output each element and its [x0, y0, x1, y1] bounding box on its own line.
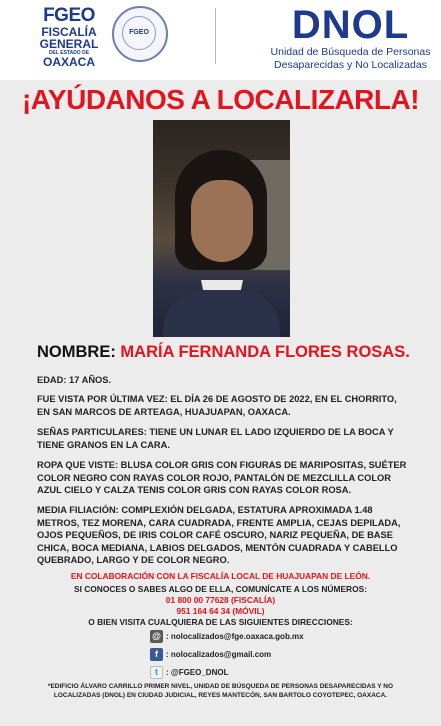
- description-text: MEDIA FILIACIÓN: COMPLEXIÓN DELGADA, ESTATURA APROXIMADA 1.48 METROS, TEZ MORENA, CARA CUADRADA, FRENTE AMPLIA, CEJAS DEPILADA, OJOS PEQUEÑOS, DE IRIS COLOR CAFÉ OSCURO, NARIZ PEQUEÑA, DE BASE CHICA, BOCA MEDIANA, LABIOS DELGADOS, MENTÓN CUADRADA Y CABELLO QUEBRADO, LARGO Y DE COLOR NEGRO.: [37, 505, 401, 565]
- last-seen-text: FUE VISTA POR ÚLTIMA VEZ: EL DÍA 26 DE AGOSTO DE 2022, EN EL CHORRITO, EN SAN MARCOS DE ARTEAGA, HUAJUAPAN, OAXACA.: [37, 394, 397, 417]
- twitter-row[interactable]: [150, 666, 228, 680]
- dnol-logo: [258, 4, 441, 72]
- email-icon: @: [150, 630, 163, 643]
- collab-text: EN COLABORACIÓN CON LA FISCALÍA LOCAL DE HUAJUAPAN DE LEÓN.: [70, 571, 371, 581]
- missing-person-photo: [153, 120, 290, 337]
- headline: ¡AYÚDANOS A LOCALIZARLA!: [21, 84, 420, 115]
- visit-text: O BIEN VISITA CUALQUIERA DE LAS SIGUIENTES DIRECCIONES:: [88, 617, 353, 627]
- email-row-2[interactable]: [150, 648, 271, 662]
- dnol-title: DNOL: [291, 3, 410, 47]
- header-divider: [215, 8, 216, 64]
- fgeo-line4: OAXACA: [42, 55, 95, 69]
- email-2[interactable]: : nolocalizados@gmail.com: [166, 650, 272, 659]
- dnol-subtitle-2: Desaparecidas y No Localizadas: [274, 59, 427, 71]
- person-name: [37, 343, 410, 362]
- header: [0, 0, 441, 80]
- fgeo-line3: DEL ESTADO DE: [48, 50, 90, 56]
- twitter-icon: t: [150, 666, 163, 679]
- fgeo-logo: [36, 6, 102, 68]
- fgeo-line1: FISCALÍA: [41, 25, 97, 39]
- twitter-handle[interactable]: : @FGEO_DNOL: [166, 668, 229, 677]
- clothes-text: ROPA QUE VISTE: BLUSA COLOR GRIS CON FIGURAS DE MARIPOSITAS, SUÉTER COLOR NEGRO CON RAYAS COLOR ROJO, PANTALÓN DE MEZCLILLA COLOR AZUL CIELO Y CALZA TENIS COLOR GRIS CON RAYAS COLOR ROSA.: [37, 460, 407, 495]
- email-row-1[interactable]: [150, 630, 304, 644]
- phone-1[interactable]: 01 800 00 77628 (FISCALÍA): [165, 595, 276, 605]
- marks-text: SEÑAS PARTICULARES: TIENE UN LUNAR EL LADO IZQUIERDO DE LA BOCA Y TIENE GRANOS EN LA CARA.: [37, 427, 394, 450]
- facebook-icon: f: [150, 648, 163, 661]
- phone-2[interactable]: 951 164 64 34 (MÓVIL): [176, 606, 265, 616]
- seal-icon: [112, 6, 168, 62]
- name-value: MARÍA FERNANDA FLORES ROSAS.: [120, 343, 410, 361]
- fgeo-logo-text: FGEO: [43, 5, 95, 26]
- fgeo-line2: GENERAL: [39, 37, 99, 51]
- seal-text: FGEO: [122, 16, 156, 50]
- age-text: EDAD: 17 AÑOS.: [37, 375, 112, 385]
- footer-address: *EDIFICIO ÁLVARO CARRILLO PRIMER NIVEL, UNIDAD DE BÚSQUEDA DE PERSONAS DESAPARECIDAS Y NO LOCALIZADAS (DNOL) EN CIUDAD JUDICIAL, REYES MANTECÓN, SAN BARTOLO COYOTEPEC, OAXACA.: [47, 683, 394, 699]
- call-text: SI CONOCES O SABES ALGO DE ELLA, COMUNÍCATE A LOS NÚMEROS:: [74, 584, 367, 594]
- name-label: NOMBRE:: [37, 343, 116, 361]
- email-1[interactable]: : nolocalizados@fge.oaxaca.gob.mx: [166, 632, 304, 641]
- dnol-subtitle-1: Unidad de Búsqueda de Personas: [270, 46, 431, 58]
